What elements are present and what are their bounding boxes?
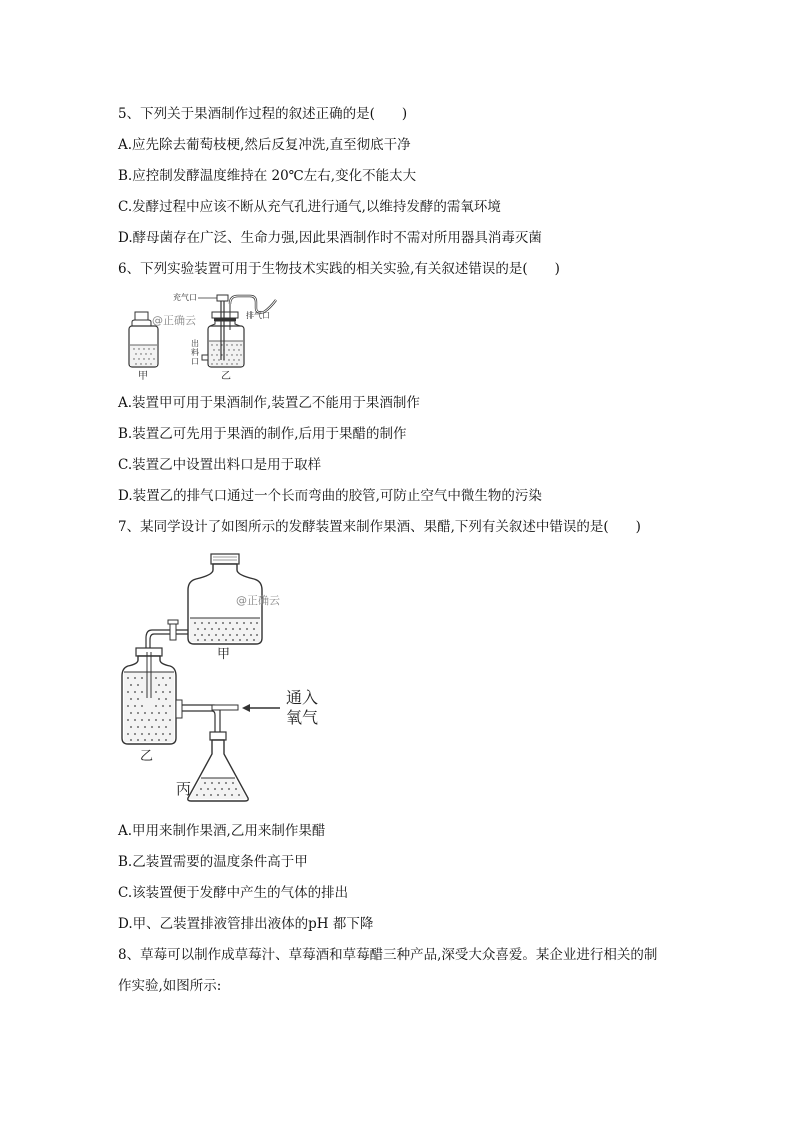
q7-stem: 7、某同学设计了如图所示的发酵装置来制作果酒、果醋,下列有关叙述中错误的是( ) bbox=[118, 519, 641, 535]
q6-label-inlet: 充气口 bbox=[173, 293, 197, 302]
q8-stem-line1: 8、草莓可以制作成草莓汁、草莓酒和草莓醋三种产品,深受大众喜爱。某企业进行相关的制 bbox=[118, 947, 658, 963]
outlet-tube bbox=[176, 700, 238, 736]
q7-option-a: A.甲用来制作果酒,乙用来制作果醋 bbox=[118, 823, 326, 839]
bottle-yi bbox=[122, 648, 176, 744]
q6-label-outlet: 排气口 bbox=[246, 311, 270, 320]
q7-figure bbox=[118, 548, 318, 806]
q7-label-oxygen-2: 氧气 bbox=[286, 708, 318, 727]
q6-label-yi: 乙 bbox=[221, 371, 231, 382]
q7-option-b: B.乙装置需要的温度条件高于甲 bbox=[118, 854, 308, 870]
q8-stem-line2: 作实验,如图所示: bbox=[118, 978, 222, 994]
flask-bing bbox=[188, 732, 248, 801]
q7-label-bing: 丙 bbox=[176, 780, 192, 798]
q5-option-a: A.应先除去葡萄枝梗,然后反复冲洗,直至彻底干净 bbox=[118, 137, 411, 153]
q7-option-d: D.甲、乙装置排液管排出液体的pH 都下降 bbox=[118, 916, 374, 932]
q6-label-discharge-3: 口 bbox=[191, 357, 199, 366]
q7-option-c: C.该装置便于发酵中产生的气体的排出 bbox=[118, 885, 349, 901]
q6-label-jia: 甲 bbox=[138, 371, 148, 382]
oxygen-arrow bbox=[242, 704, 280, 712]
q7-label-yi: 乙 bbox=[140, 749, 154, 764]
q6-stem: 6、下列实验装置可用于生物技术实践的相关实验,有关叙述错误的是( ) bbox=[118, 261, 560, 277]
q7-watermark: @正确云 bbox=[236, 594, 280, 607]
q5-stem: 5、下列关于果酒制作过程的叙述正确的是( ) bbox=[118, 106, 408, 122]
q6-option-d: D.装置乙的排气口通过一个长而弯曲的胶管,可防止空气中微生物的污染 bbox=[118, 488, 542, 504]
q6-label-discharge-1: 出 bbox=[191, 339, 199, 348]
q6-label-discharge-2: 料 bbox=[191, 348, 199, 357]
q7-label-oxygen-1: 通入 bbox=[286, 688, 318, 707]
q5-option-b: B.应控制发酵温度维持在 20℃左右,变化不能太大 bbox=[118, 168, 417, 184]
q6-watermark: @正确云 bbox=[152, 314, 196, 327]
connecting-tube bbox=[146, 620, 188, 650]
q6-figure bbox=[118, 286, 298, 384]
q6-option-a: A.装置甲可用于果酒制作,装置乙不能用于果酒制作 bbox=[118, 395, 420, 411]
q5-option-c: C.发酵过程中应该不断从充气孔进行通气,以维持发酵的需氧环境 bbox=[118, 199, 501, 215]
q5-option-d: D.酵母菌存在广泛、生命力强,因此果酒制作时不需对所用器具消毒灭菌 bbox=[118, 230, 542, 246]
q6-option-b: B.装置乙可先用于果酒的制作,后用于果醋的制作 bbox=[118, 426, 407, 442]
q6-option-c: C.装置乙中设置出料口是用于取样 bbox=[118, 457, 322, 473]
q7-label-jia: 甲 bbox=[217, 647, 231, 662]
apparatus-yi bbox=[198, 295, 276, 367]
